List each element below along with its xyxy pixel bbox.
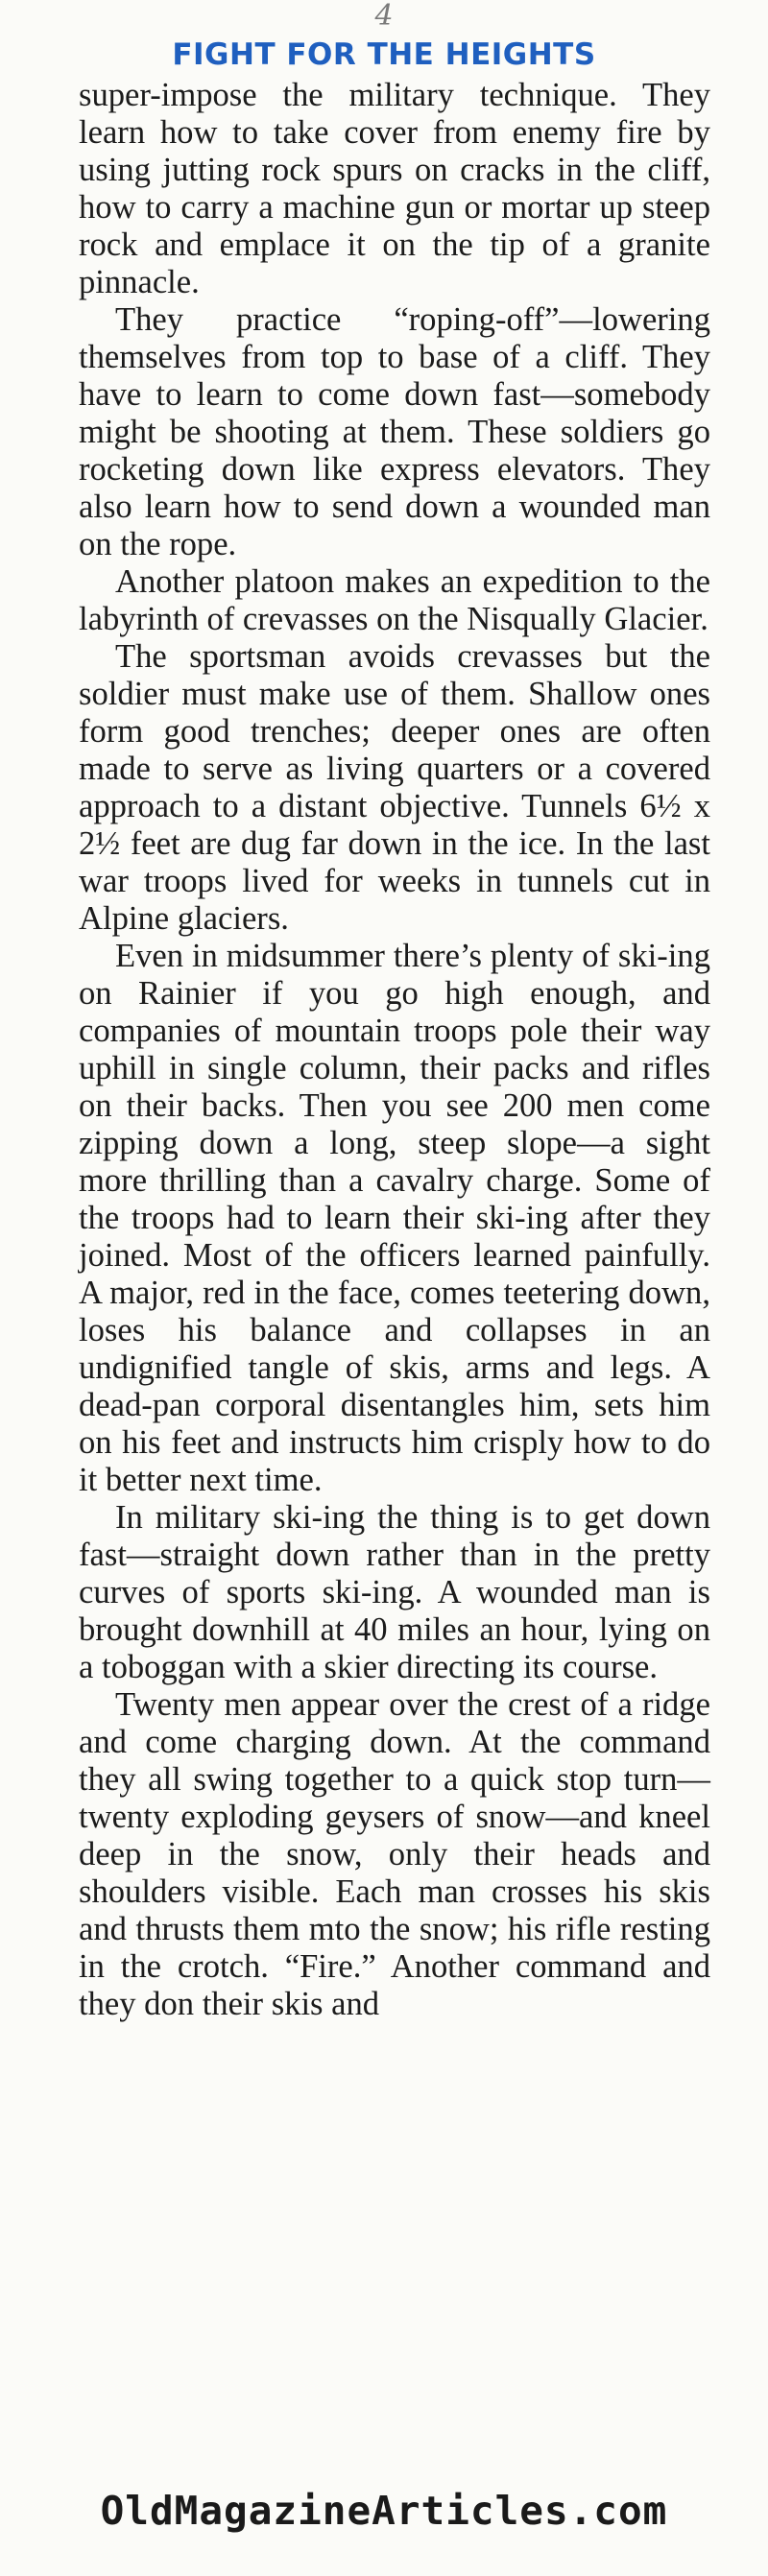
article-body [79, 77, 710, 2023]
article-paragraph: Even in midsummer there’s plenty of ski-ing on Rainier if you go high enough, and companies of mountain troops pole their way uphill in single column, their packs and rifles on their backs. Then you see 200 men come zipping down a long, steep slope—a sight more thrilling than a cavalry charge. Some of the troops had to learn their ski-ing after they joined. Most of the officers learned painfully. A major, red in the face, comes teetering down, loses his balance and collapses in an undignified tangle of skis, arms and legs. A dead-pan corporal disentangles him, sets him on his feet and instructs him crisply how to do it better next time. [79, 938, 710, 1498]
article-paragraph: The sportsman avoids crevasses but the soldier must make use of them. Shallow ones form good trenches; deeper ones are often made to serve as living quarters or a covered approach to a distant objective. Tunnels 6½ x 2½ feet are dug far down in the ice. In the last war troops lived for weeks in tunnels cut in Alpine glaciers. [79, 638, 710, 937]
page-number: 4 [374, 0, 394, 33]
site-watermark: OldMagazineArticles.com [100, 2488, 668, 2534]
article-paragraph: Another platoon makes an expedition to the labyrinth of crevasses on the Nisqually Glacier. [79, 563, 710, 637]
article-paragraph: super-impose the military technique. They learn how to take cover from enemy fire by using jutting rock spurs on cracks in the cliff, how to carry a machine gun or mortar up steep rock and emplace it on the tip of a granite pinnacle. [79, 77, 710, 300]
article-paragraph: They practice “roping-off”—lowering themselves from top to base of a cliff. They have to learn to come down fast—somebody might be shooting at them. These soldiers go rocketing down like express elevators. They also learn how to send down a wounded man on the rope. [79, 301, 710, 562]
article-paragraph: In military ski-ing the thing is to get down fast—straight down rather than in the pretty curves of sports ski-ing. A wounded man is brought downhill at 40 miles an hour, lying on a toboggan with a skier directing its course. [79, 1499, 710, 1685]
article-paragraph: Twenty men appear over the crest of a ridge and come charging down. At the command they all swing together to a quick stop turn—twenty exploding geysers of snow—and kneel deep in the snow, only their heads and shoulders visible. Each man crosses his skis and thrusts them mto the snow; his rifle resting in the crotch. “Fire.” Another command and they don their skis and [79, 1686, 710, 2022]
article-headline: FIGHT FOR THE HEIGHTS [172, 37, 596, 72]
